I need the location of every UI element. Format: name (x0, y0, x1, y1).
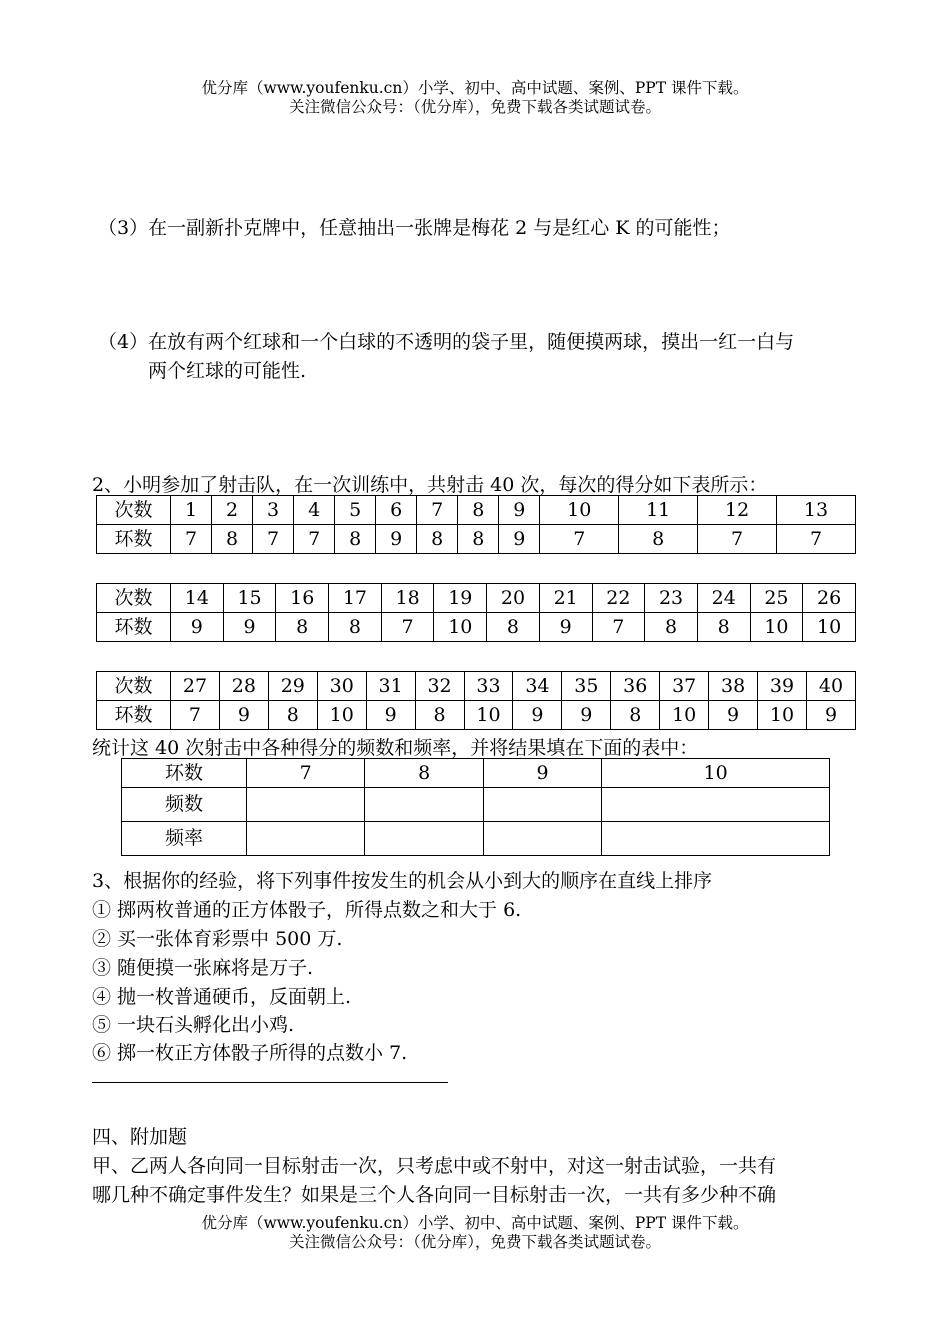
rings-cell: 8 (268, 701, 317, 730)
shot-cell: 25 (750, 584, 803, 613)
rings-cell: 7 (698, 525, 777, 554)
event-item: ② 买一张体育彩票中 500 万. (92, 928, 343, 950)
rings-cell: 7 (381, 613, 434, 642)
rings-cell: 10 (758, 701, 807, 730)
question-1-part-4-line-2: 两个红球的可能性. (148, 360, 307, 382)
table-row-shot-number (97, 584, 856, 613)
rings-cell: 8 (276, 613, 329, 642)
answer-cell[interactable] (483, 822, 601, 856)
statistics-prompt: 统计这 40 次射击中各种得分的频数和频率，并将结果填在下面的表中： (92, 737, 699, 759)
section-4-line-2: 哪几种不确定事件发生？如果是三个人各向同一目标射击一次，一共有多少种不确 (92, 1184, 777, 1206)
rings-cell: 10 (317, 701, 366, 730)
rings-cell: 8 (458, 525, 499, 554)
header-label-rings: 环数 (122, 759, 247, 788)
column-header: 8 (365, 759, 483, 788)
answer-cell[interactable] (365, 822, 483, 856)
shot-cell: 16 (276, 584, 329, 613)
event-item: ⑤ 一块石头孵化出小鸡. (92, 1014, 295, 1036)
rings-cell: 10 (434, 613, 487, 642)
row-label-count: 次数 (97, 584, 171, 613)
header-line-1: 优分库（www.youfenku.cn）小学、初中、高中试题、案例、PPT 课件下载。 (201, 79, 749, 97)
rings-cell: 8 (212, 525, 253, 554)
shot-cell: 9 (499, 496, 540, 525)
shot-cell: 4 (294, 496, 335, 525)
rings-cell: 8 (487, 613, 540, 642)
shot-cell: 39 (758, 672, 807, 701)
row-label-rate: 频率 (122, 822, 247, 856)
section-4-title: 四、附加题 (92, 1126, 188, 1148)
shot-cell: 3 (253, 496, 294, 525)
rings-cell: 8 (335, 525, 376, 554)
shot-cell: 19 (434, 584, 487, 613)
event-item: ④ 抛一枚普通硬币，反面朝上. (92, 986, 352, 1008)
rings-cell: 10 (464, 701, 513, 730)
shot-cell: 32 (415, 672, 464, 701)
rings-cell: 8 (415, 701, 464, 730)
answer-cell[interactable] (602, 822, 830, 856)
footer-line-1: 优分库（www.youfenku.cn）小学、初中、高中试题、案例、PPT 课件下载。 (201, 1214, 749, 1232)
shot-cell: 27 (171, 672, 220, 701)
shot-cell: 35 (562, 672, 611, 701)
table-row-rings (97, 701, 856, 730)
shot-cell: 33 (464, 672, 513, 701)
event-item: ① 掷两枚普通的正方体骰子，所得点数之和大于 6. (92, 899, 522, 921)
shot-cell: 13 (777, 496, 856, 525)
table-row-frequency (122, 788, 830, 822)
shot-cell: 6 (376, 496, 417, 525)
shot-cell: 26 (803, 584, 856, 613)
row-label-count: 次数 (97, 496, 171, 525)
rings-cell: 8 (619, 525, 698, 554)
frequency-table (121, 758, 830, 856)
answer-line (92, 1082, 448, 1083)
answer-cell[interactable] (483, 788, 601, 822)
shot-cell: 30 (317, 672, 366, 701)
shot-cell: 5 (335, 496, 376, 525)
question-2-intro: 2、小明参加了射击队，在一次训练中，共射击 40 次，每次的得分如下表所示： (92, 474, 768, 496)
rings-cell: 7 (294, 525, 335, 554)
row-label-rings: 环数 (97, 701, 171, 730)
rings-cell: 8 (329, 613, 382, 642)
event-item: ③ 随便摸一张麻将是万子. (92, 957, 314, 979)
rings-cell: 8 (611, 701, 660, 730)
rings-cell: 7 (253, 525, 294, 554)
shot-cell: 14 (171, 584, 224, 613)
shot-cell: 8 (458, 496, 499, 525)
shot-cell: 34 (513, 672, 562, 701)
table-row-rings (97, 525, 856, 554)
shot-cell: 12 (698, 496, 777, 525)
question-1-part-3: （3）在一副新扑克牌中，任意抽出一张牌是梅花 2 与是红心 K 的可能性； (98, 217, 731, 239)
rings-cell: 9 (499, 525, 540, 554)
rings-cell: 8 (645, 613, 698, 642)
rings-cell: 9 (223, 613, 276, 642)
answer-cell[interactable] (247, 822, 365, 856)
table-row-shot-number (97, 496, 856, 525)
question-3-intro: 3、根据你的经验，将下列事件按发生的机会从小到大的顺序在直线上排序 (92, 870, 713, 892)
shot-cell: 2 (212, 496, 253, 525)
rings-cell: 7 (171, 525, 212, 554)
rings-cell: 10 (750, 613, 803, 642)
column-header: 9 (483, 759, 601, 788)
rings-cell: 8 (417, 525, 458, 554)
event-item: ⑥ 掷一枚正方体骰子所得的点数小 7. (92, 1042, 408, 1064)
shot-cell: 40 (806, 672, 855, 701)
shot-cell: 36 (611, 672, 660, 701)
shot-cell: 1 (171, 496, 212, 525)
rings-cell: 7 (540, 525, 619, 554)
answer-cell[interactable] (365, 788, 483, 822)
rings-cell: 9 (366, 701, 415, 730)
rings-cell: 9 (171, 613, 224, 642)
shot-cell: 24 (697, 584, 750, 613)
shot-cell: 22 (592, 584, 645, 613)
rings-cell: 8 (697, 613, 750, 642)
section-4-line-1: 甲、乙两人各向同一目标射击一次，只考虑中或不射中，对这一射击试验，一共有 (92, 1155, 777, 1177)
column-header: 10 (602, 759, 830, 788)
shot-cell: 31 (366, 672, 415, 701)
rings-cell: 10 (660, 701, 709, 730)
shots-table-3 (96, 671, 856, 730)
shot-cell: 17 (329, 584, 382, 613)
question-1-part-4-line-1: （4）在放有两个红球和一个白球的不透明的袋子里，随便摸两球，摸出一红一白与 (98, 331, 795, 353)
rings-cell: 9 (376, 525, 417, 554)
table-row-header (122, 759, 830, 788)
rings-cell: 9 (562, 701, 611, 730)
shot-cell: 10 (540, 496, 619, 525)
shot-cell: 28 (219, 672, 268, 701)
shot-cell: 20 (487, 584, 540, 613)
shot-cell: 11 (619, 496, 698, 525)
answer-cell[interactable] (247, 788, 365, 822)
shots-table-2 (96, 583, 856, 642)
table-row-rate (122, 822, 830, 856)
rings-cell: 9 (219, 701, 268, 730)
table-row-rings (97, 613, 856, 642)
header-line-2: 关注微信公众号：（优分库），免费下载各类试题试卷。 (288, 98, 661, 116)
rings-cell: 10 (803, 613, 856, 642)
answer-cell[interactable] (602, 788, 830, 822)
rings-cell: 7 (592, 613, 645, 642)
rings-cell: 9 (806, 701, 855, 730)
shot-cell: 38 (709, 672, 758, 701)
shot-cell: 23 (645, 584, 698, 613)
shot-cell: 37 (660, 672, 709, 701)
rings-cell: 9 (539, 613, 592, 642)
shots-table-1 (96, 495, 856, 554)
rings-cell: 9 (709, 701, 758, 730)
shot-cell: 29 (268, 672, 317, 701)
shot-cell: 18 (381, 584, 434, 613)
rings-cell: 7 (777, 525, 856, 554)
column-header: 7 (247, 759, 365, 788)
row-label-count: 次数 (97, 672, 171, 701)
row-label-frequency: 频数 (122, 788, 247, 822)
row-label-rings: 环数 (97, 613, 171, 642)
shot-cell: 15 (223, 584, 276, 613)
footer-line-2: 关注微信公众号：（优分库），免费下载各类试题试卷。 (288, 1233, 661, 1251)
shot-cell: 21 (539, 584, 592, 613)
rings-cell: 7 (171, 701, 220, 730)
shot-cell: 7 (417, 496, 458, 525)
row-label-rings: 环数 (97, 525, 171, 554)
table-row-shot-number (97, 672, 856, 701)
rings-cell: 9 (513, 701, 562, 730)
